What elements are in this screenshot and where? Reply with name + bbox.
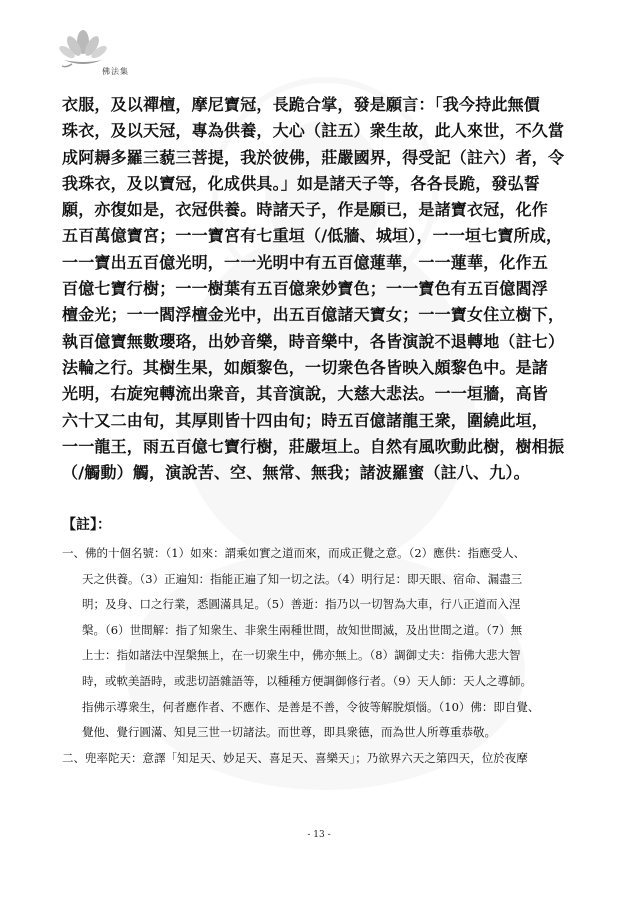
body-line: 成阿耨多羅三藐三菩提，我於彼佛，莊嚴國界，得受記（註六）者，令 [62,147,565,167]
body-line: 願，亦復如是，衣冠供養。時諸天子，作是願已，是諸寶衣冠，化作 [62,200,549,220]
note-line: 明；及身、口之行業，悉圓滿具足。（5）善逝：指乃以一切智為大車，行八正道而入涅 [82,597,521,612]
body-line: （/觸動）觸，演說苦、空、無常、無我；諸波羅蜜（註八、九）。 [62,463,530,483]
body-line: 六十又二由旬，其厚則皆十四由旬；時五百億諸龍王衆，圍繞此垣， [62,410,549,430]
note-line: 上士：指如諸法中涅槃無上，在一切衆生中，佛亦無上。（8）調御丈夫：指佛大悲大智 [82,648,521,663]
body-line: 珠衣，及以天冠，專為供養，大心（註五）衆生故，此人來世，不久當 [62,121,565,141]
body-line: 檀金光；一一閻浮檀金光中，出五百億諸天寶女；一一寶女住立樹下， [62,305,565,325]
notes-heading: 【註】： [62,517,111,533]
note-line: 一、佛的十個名號：（1）如來：謂乘如實之道而來，而成正覺之意。（2）應供：指應受人、 [62,546,526,560]
note-line: 時，或軟美語時，或悲切語雜語等，以種種方便調御修行者。（9）天人師：天人之導師。 [82,673,533,688]
main-text [62,92,582,486]
body-line: 一一寶出五百億光明，一一光明中有五百億蓮華，一一蓮華，化作五 [62,252,549,272]
body-line: 我珠衣，及以寶冠，化成供具。」如是諸天子等，各各長跪，發弘誓 [62,173,541,193]
note-line: 天之供養。（3）正遍知：指能正遍了知一切之法。（4）明行足：即天眼、宿命、漏盡三 [82,571,523,586]
body-line: 衣服，及以禪檀，摩尼寶冠，長跪合掌，發是願言：「我今持此無價 [62,95,541,114]
body-line: 執百億寶無數瓔珞，出妙音樂，時音樂中，各皆演說不退轉地（註七） [62,331,565,351]
note-line: 二、兜率陀天：意譯「知足天、妙足天、喜足天、喜樂天」；乃欲界六天之第四天，位於夜摩 [62,750,528,765]
body-line: 法輪之行。其樹生果，如頗黎色，一切衆色各皆映入頗黎色中。是諸 [62,357,549,377]
note-line: 指佛示導衆生，何者應作者、不應作、是善是不善，令彼等解脫煩惱。（10）佛：即自覺、 [82,699,540,714]
lotus-flower-icon [58,28,108,70]
body-line: 一一龍王，雨五百億七寶行樹，莊嚴垣上。自然有風吹動此樹，樹相振 [62,436,565,456]
body-line: 五百萬億寶宮；一一寶宮有七重垣（/低牆、城垣），一一垣七寶所成， [62,226,563,246]
body-line: 百億七寶行樹；一一樹葉有五百億衆妙寶色；一一寶色有五百億閻浮 [62,279,549,299]
header-title: 佛法集 [102,67,129,76]
page-number: - 13 - [307,830,331,840]
note-line: 槃。（6）世間解：指了知衆生、非衆生兩種世間，故知世間滅，及出世間之道。（7）無 [82,622,523,637]
notes-section [62,541,584,771]
note-line: 覺他、覺行圓滿、知見三世一切諸法。而世尊，即具衆德，而為世人所尊重恭敬。 [82,725,496,740]
body-line: 光明，右旋宛轉流出衆音，其音演說，大慈大悲法。一一垣牆，高皆 [62,384,549,404]
